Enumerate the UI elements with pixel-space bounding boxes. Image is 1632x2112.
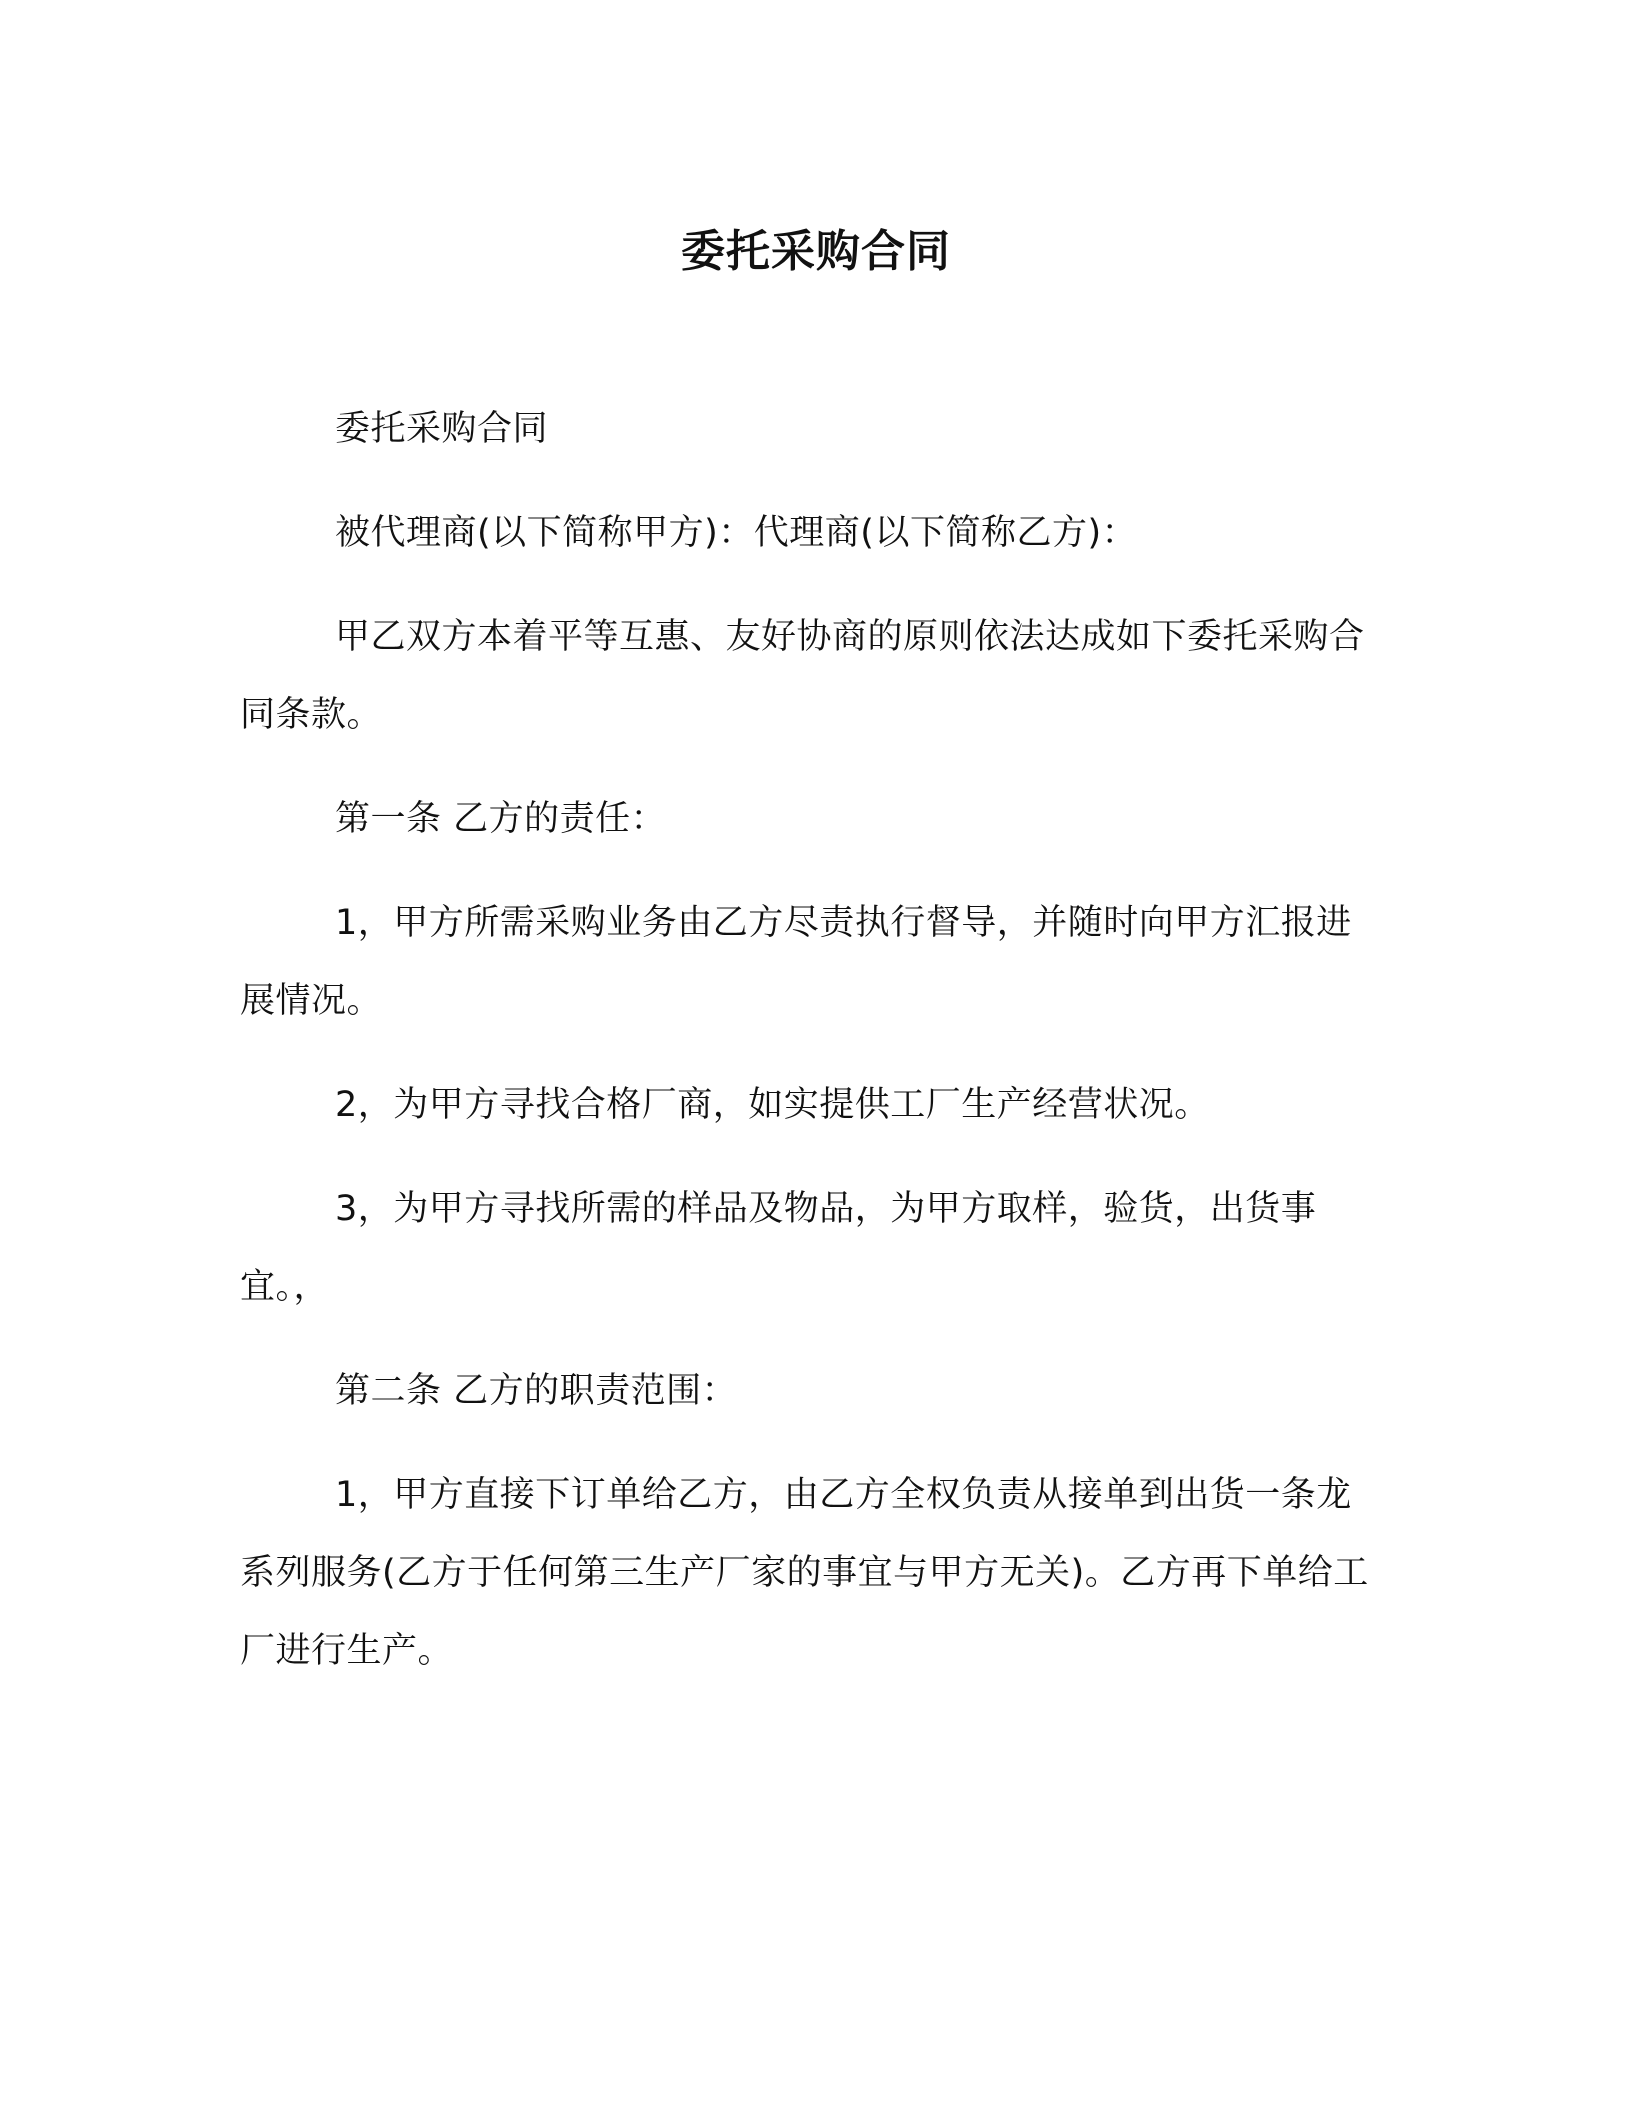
article-1-item-2: 2，为甲方寻找合格厂商，如实提供工厂生产经营状况。: [335, 1085, 1210, 1125]
article-2-heading: 第二条 乙方的职责范围：: [335, 1371, 738, 1411]
article-1-heading: 第一条 乙方的责任：: [335, 799, 667, 839]
paragraph-preamble: 甲乙双方本着平等互惠、友好协商的原则依法达成如下委托采购合同条款。: [240, 617, 1365, 735]
article-2-item-1: 1，甲方直接下订单给乙方，由乙方全权负责从接单到出货一条龙系列服务(乙方于任何第三生产厂家的事宜与甲方无关)。乙方再下单给工厂进行生产。: [240, 1475, 1369, 1671]
document-body: [240, 390, 1385, 1716]
article-1-item-1: 1，甲方所需采购业务由乙方尽责执行督导，并随时向甲方汇报进展情况。: [240, 903, 1352, 1021]
document-title: 委托采购合同: [681, 226, 951, 277]
paragraph-parties: 被代理商(以下简称甲方)：代理商(以下简称乙方)：: [335, 513, 1138, 553]
article-1-item-3: 3，为甲方寻找所需的样品及物品，为甲方取样，验货，出货事宜。，: [240, 1189, 1317, 1307]
paragraph-subtitle: 委托采购合同: [335, 409, 549, 449]
